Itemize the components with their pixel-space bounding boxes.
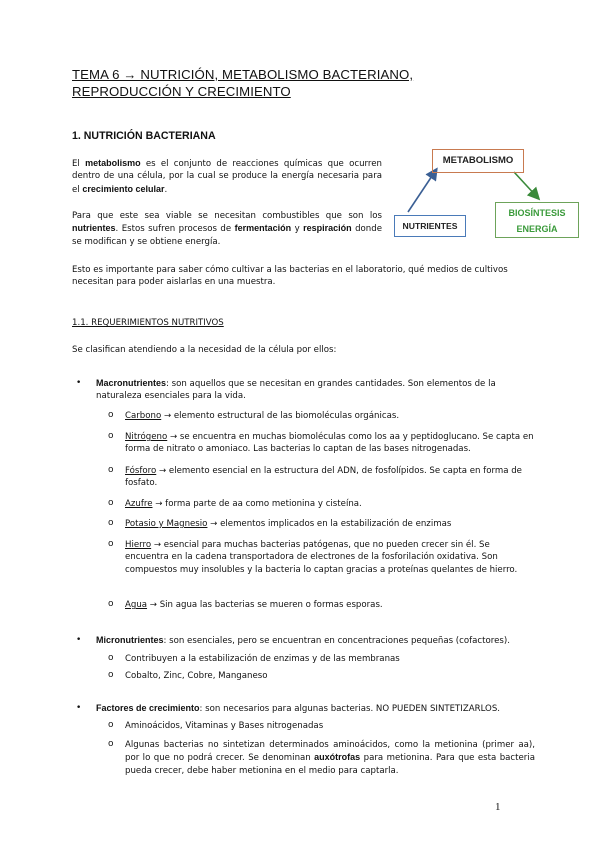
sub-bullet-icon: o [108, 431, 114, 441]
text: Para que este sea viable se necesitan combustibles que son los [72, 211, 382, 221]
bullet-macronutrientes [76, 377, 541, 403]
item-text: → esencial para muchas bacterias patógenas, que no pueden crecer sin él. Se encuentra en la cadena transportadora de electrones de la fosforilación oxidativa. Son compuestos muy insolubles y la bacteria lo captan gracias a proteínas quelantes de hierro. [125, 540, 518, 575]
bold-term: metabolismo [85, 158, 141, 168]
bullet-factores-crecimiento [76, 702, 541, 715]
item-text: → elemento estructural de las biomoléculas orgánicas. [161, 411, 400, 421]
list-item [108, 410, 535, 422]
item-key: Potasio y Magnesio [125, 519, 208, 529]
sub-bullet-icon: o [108, 539, 114, 549]
item-text: Algunas bacterias no sintetizan determinados aminoácidos, como la metionina (primer aa), por lo que no podrá crecer. Se denominan [125, 740, 535, 764]
sub-bullet-icon: o [108, 670, 114, 680]
sub-bullet-icon: o [108, 720, 114, 730]
arrow-nutrientes-to-metabolismo [408, 170, 436, 212]
list-item [108, 720, 535, 732]
item-text: → elemento esencial en la estructura del ADN, de fosfolípidos. Se capta en forma de fosfato. [125, 466, 522, 489]
sub-bullet-icon: o [108, 518, 114, 528]
intro-text: Se clasifican atendiendo a la necesidad de la célula por ellos: [72, 345, 337, 355]
list-item [108, 518, 535, 530]
list-item [108, 539, 535, 576]
list-item [108, 599, 535, 611]
bullet-text: : son esenciales, pero se encuentran en concentraciones pequeñas (cofactores). [163, 636, 510, 646]
bold-term: respiración [303, 223, 352, 234]
bullet-text: : son aquellos que se necesitan en grandes cantidades. Son elementos de la naturaleza esenciales para la vida. [96, 379, 496, 402]
bullet-dot-icon: • [76, 635, 82, 645]
bold-term: crecimiento celular [82, 183, 165, 194]
item-text: → se encuentra en muchas biomoléculas como los aa y peptidoglucano. Se capta en forma de nitrato o amoniaco. Las bacterias lo captan de las bases nitrogenadas. [125, 432, 534, 455]
nutrientes-box: NUTRIENTES [394, 215, 466, 237]
list-item [108, 498, 535, 510]
text: es el conjunto de reacciones químicas que ocurren dentro de una célula, por la cual se produce la energía necesaria para el [72, 159, 382, 195]
bullet-dot-icon: • [76, 703, 82, 713]
paragraph-cultivo: Esto es importante para saber cómo cultivar a las bacterias en el laboratorio, qué medios de cultivos necesitan para poder aislarlas en una muestra. [72, 265, 508, 288]
energia-label: ENERGÍA [516, 224, 558, 234]
item-key: Hierro [125, 540, 152, 550]
bullet-dot-icon: • [76, 378, 82, 388]
metabolismo-box: METABOLISMO [432, 149, 524, 173]
sub-bullet-icon: o [108, 410, 114, 420]
bullet-micronutrientes [76, 634, 541, 647]
item-text: → Sin agua las bacterias se mueren o formas esporas. [147, 600, 383, 610]
sub-bullet-icon: o [108, 739, 114, 749]
paragraph-metabolismo [72, 157, 382, 196]
bold-term: fermentación [234, 223, 292, 234]
bold-term: nutrientes [72, 223, 116, 234]
sub-bullet-icon: o [108, 465, 114, 475]
metabolism-diagram [392, 140, 582, 245]
item-text: Contribuyen a la estabilización de enzimas y de las membranas [125, 654, 400, 664]
biosintesis-energia-box [495, 202, 579, 238]
arrow-metabolismo-to-biosintesis [514, 172, 538, 198]
section-heading-nutricion: 1. NUTRICIÓN BACTERIANA [72, 130, 216, 142]
item-text: para metionina. Para que esta bacteria pueda crecer, debe haber metionina en el medio para captarla. [125, 753, 535, 776]
text: y [291, 224, 304, 235]
bullet-label: Factores de crecimiento [96, 703, 200, 713]
paragraph-nutrientes [72, 210, 382, 248]
bold-term: auxótrofas [314, 752, 361, 763]
item-text: Aminoácidos, Vitaminas y Bases nitrogenadas [125, 721, 324, 731]
text: . [164, 184, 168, 195]
title-line-2: REPRODUCCIÓN Y CRECIMIENTO [72, 84, 291, 99]
text: donde se modifican y se obtiene energía. [72, 224, 382, 247]
text: . Estos sufren procesos de [115, 224, 235, 235]
sub-bullet-icon: o [108, 599, 114, 609]
list-item [108, 739, 535, 777]
item-text: Cobalto, Zinc, Cobre, Manganeso [125, 671, 268, 681]
list-item [108, 670, 535, 682]
item-key: Fósforo [125, 466, 157, 476]
bullet-label: Micronutrientes [96, 635, 164, 645]
bullet-label: Macronutrientes [96, 378, 167, 388]
item-key: Azufre [125, 499, 153, 509]
bullet-text: : son necesarios para algunas bacterias. NO PUEDEN SINTETIZARLOS. [199, 704, 501, 714]
sub-bullet-icon: o [108, 653, 114, 663]
sub-bullet-icon: o [108, 498, 114, 508]
item-text: → forma parte de aa como metionina y cisteína. [152, 499, 362, 509]
subsection-heading-requerimientos: 1.1. REQUERIMIENTOS NUTRITIVOS [72, 318, 224, 328]
item-key: Agua [125, 600, 148, 610]
biosintesis-label: BIOSÍNTESIS [508, 208, 566, 218]
item-key: Nitrógeno [125, 432, 168, 442]
item-key: Carbono [125, 411, 162, 421]
text: El [72, 159, 86, 169]
list-item [108, 653, 535, 665]
page-number: 1 [495, 801, 501, 813]
item-text: → elementos implicados en la estabilización de enzimas [207, 519, 452, 529]
page-title [72, 66, 532, 100]
title-line-1: TEMA 6 → NUTRICIÓN, METABOLISMO BACTERIANO, [72, 67, 414, 82]
list-item [108, 465, 535, 490]
list-item [108, 431, 535, 456]
